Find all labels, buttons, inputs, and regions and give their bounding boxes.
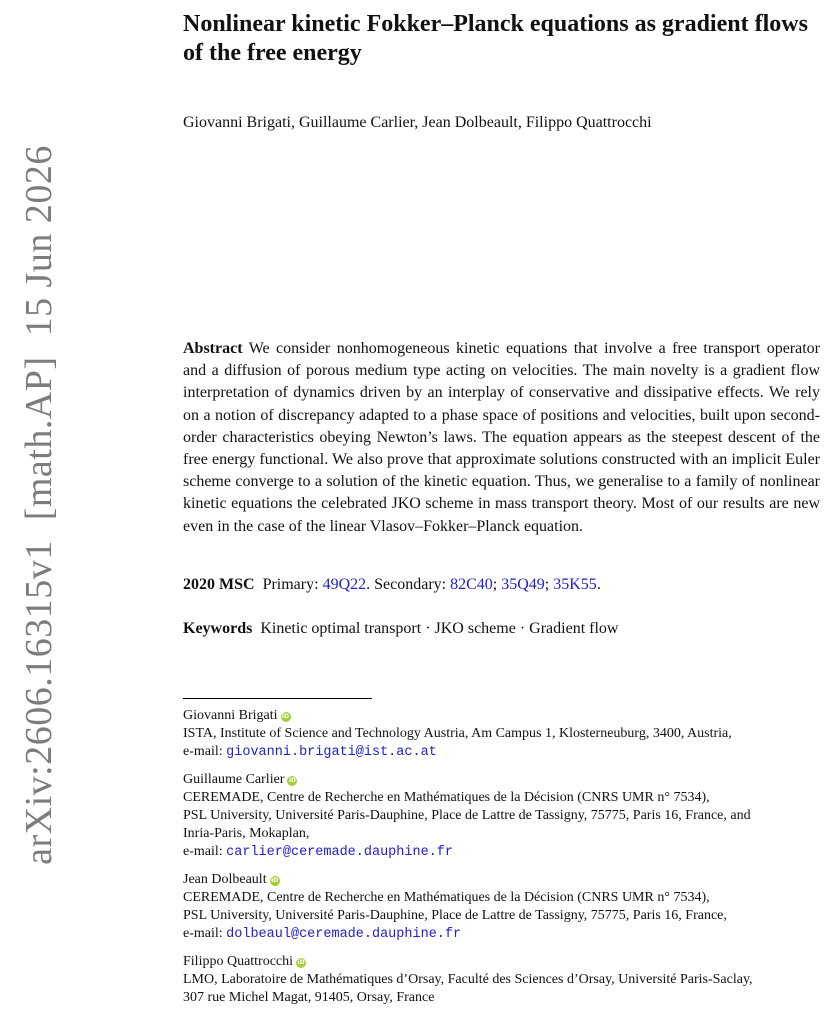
arxiv-stamp-text: [17, 135, 61, 865]
affiliation-quattrocchi: [183, 953, 820, 1007]
email-link[interactable]: dolbeaul@ceremade.dauphine.fr: [226, 927, 462, 942]
paper-title: Nonlinear kinetic Fokker–Planck equations as gradient flows of the free energy: [183, 11, 808, 66]
orcid-icon[interactable]: iD: [297, 959, 305, 966]
arxiv-id: arXiv:2606.16315v1: [18, 540, 60, 865]
affiliation-author-name: Giovanni Brigati: [183, 708, 278, 723]
keyword-item: Gradient flow: [529, 620, 619, 637]
msc-label: 2020 MSC: [183, 576, 255, 593]
affiliation-author-line: [183, 953, 820, 971]
keyword-separator: ·: [425, 620, 431, 637]
orcid-icon[interactable]: iD: [288, 777, 296, 784]
arxiv-sidebar-stamp: [3, 1, 75, 999]
msc-primary-label: Primary:: [262, 576, 319, 593]
keywords-label: Keywords: [183, 620, 253, 637]
msc-secondary-link[interactable]: 35Q49: [501, 576, 545, 593]
affiliation-address-line: CEREMADE, Centre de Recherche en Mathématiques de la Décision (CNRS UMR n° 7534),: [183, 790, 710, 805]
affiliation-address-line: Inria-Paris, Mokaplan,: [183, 826, 310, 841]
email-label: e-mail:: [183, 844, 223, 859]
keywords: [183, 618, 618, 640]
affiliation-email-line: [183, 925, 820, 944]
msc-classification: 2020 MSC Primary: 49Q22. Secondary: 82C40; 35Q49; 35K55.: [183, 576, 601, 593]
abstract-text: We consider nonhomogeneous kinetic equations that involve a free transport operator and a diffusion of porous medium type acting on velocities. The main novelty is a gradient flow interpretation of dynamics driven by an interplay of conservative and dissipative effects. We rely on a notion of discrepancy adapted to a phase space of positions and velocities, built upon second-order characteristics obeying Newton’s laws. The equation appears as the steepest descent of the free energy functional. We also prove that approximate solutions constructed with an implicit Euler scheme converge to a solution of the kinetic equation. Thus, we generalise to a family of nonlinear kinetic equations the celebrated JKO scheme in mass transport theory. Most of our results are new even in the case of the linear Vlasov–Fokker–Planck equation.: [183, 340, 821, 535]
keyword-separator: ·: [519, 620, 526, 637]
email-label: e-mail:: [183, 744, 223, 759]
affiliation-email-line: [183, 843, 820, 862]
author-list: Giovanni Brigati, Guillaume Carlier, Jean Dolbeault, Filippo Quattrocchi: [183, 114, 652, 131]
affiliation-address-line: PSL University, Université Paris-Dauphine, Place de Lattre de Tassigny, 75775, Paris 16, France,: [183, 908, 727, 923]
affiliation-author-line: [183, 871, 820, 889]
affiliation-author-line: [183, 707, 820, 725]
orcid-icon[interactable]: iD: [271, 877, 279, 884]
affiliation-dolbeault: [183, 871, 820, 944]
affiliation-brigati: [183, 707, 820, 762]
msc-primary-link[interactable]: 49Q22: [322, 576, 367, 593]
email-label: e-mail:: [183, 926, 223, 941]
affiliation-author-name: Jean Dolbeault: [183, 872, 267, 887]
affiliation-address-line: ISTA, Institute of Science and Technology Austria, Am Campus 1, Klosterneuburg, 3400, Austria,: [183, 726, 732, 741]
affiliation-address-line: CEREMADE, Centre de Recherche en Mathématiques de la Décision (CNRS UMR n° 7534),: [183, 890, 710, 905]
arxiv-category: [math.AP]: [18, 356, 60, 521]
affiliation-author-name: Guillaume Carlier: [183, 772, 285, 787]
affiliation-carlier: [183, 771, 820, 862]
msc-secondary-label: Secondary:: [374, 576, 447, 593]
affiliation-address-line: PSL University, Université Paris-Dauphine, Place de Lattre de Tassigny, 75775, Paris 16, France, and: [183, 808, 751, 823]
affiliation-address-line: LMO, Laboratoire de Mathématiques d’Orsay, Faculté des Sciences d’Orsay, Université Paris-Saclay,: [183, 972, 753, 987]
keyword-item: Kinetic optimal transport: [260, 620, 422, 637]
affiliation-email-line: [183, 743, 820, 762]
abstract: [183, 338, 820, 538]
keyword-item: JKO scheme: [434, 620, 516, 637]
affiliation-address-line: 307 rue Michel Magat, 91405, Orsay, France: [183, 990, 435, 1005]
email-link[interactable]: carlier@ceremade.dauphine.fr: [226, 845, 453, 860]
abstract-label: Abstract: [183, 340, 243, 357]
footnote-divider: [183, 698, 372, 699]
msc-secondary-link[interactable]: 35K55: [553, 576, 597, 593]
affiliations: [183, 707, 820, 1016]
orcid-icon[interactable]: iD: [281, 713, 290, 720]
arxiv-date: 15 Jun 2026: [18, 145, 60, 337]
email-link[interactable]: giovanni.brigati@ist.ac.at: [226, 745, 437, 760]
affiliation-author-line: [183, 771, 820, 789]
msc-secondary-link[interactable]: 82C40: [450, 576, 493, 593]
affiliation-author-name: Filippo Quattrocchi: [183, 954, 294, 969]
